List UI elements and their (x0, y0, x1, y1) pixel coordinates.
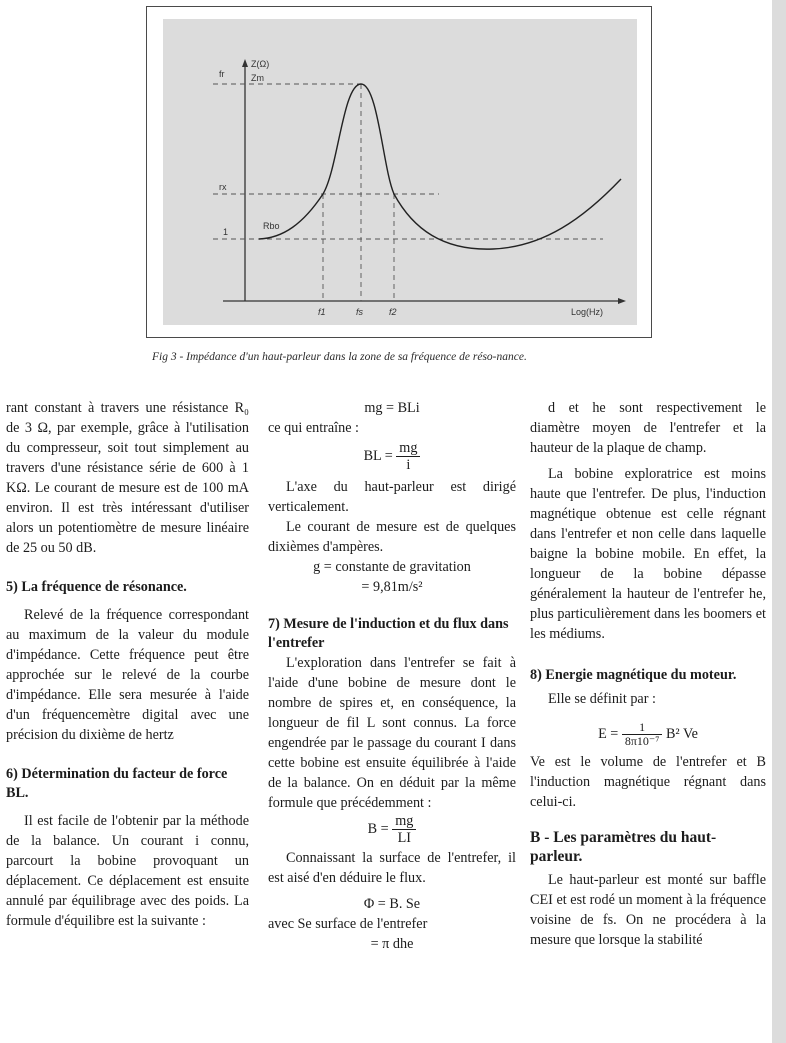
col3-paragraph-3: Ve est le volume de l'entrefer et B l'induction magnétique régnant dans celui-ci. (530, 754, 766, 810)
col2-paragraph-3: L'exploration dans l'entrefer se fait à l'aide d'une bobine de mesure dont le nombre de spires et, en conséquence, la longueur de fil L sont connus. La force engendrée par le passage du courant I dans cette bobine est ensuite équilibrée à l'aide de la balance. On en déduit par la même formule que précédemment : (268, 655, 516, 811)
equation-energy-numerator: 1 (622, 721, 663, 735)
equation-b-denominator: LI (397, 830, 411, 846)
page-edge-shadow (772, 0, 786, 1043)
y-axis-arrow (242, 59, 248, 67)
equation-bl (268, 440, 516, 473)
label-one: 1 (223, 227, 229, 237)
col3-paragraph-2: La bobine exploratrice est moins haute que l'entrefer. De plus, l'induction magnétique obtenue est celle régnant dans l'entrefer et non celle dans laquelle baigne la bobine mobile. En effet, la longueur de la bobine dépasse généralement la hauteur de l'entrefer he, plus particulièrement dans les boomers et les médiums. (530, 466, 766, 642)
col3-text-1: Elle se définit par : (548, 691, 656, 707)
col3-paragraph-1: d et he sont respectivement le diamètre moyen de l'entrefer et la hauteur de la plaque de champ. (530, 400, 766, 456)
figure-frame (146, 6, 652, 338)
x-axis-arrow (618, 298, 626, 304)
equation-bl-denominator: i (406, 457, 411, 473)
equation-bl-lhs: BL = (363, 447, 393, 464)
impedance-curve (259, 84, 621, 249)
label-x-axis: Log(Hz) (571, 307, 604, 317)
heading-5: 5) La fréquence de résonance. (6, 579, 187, 595)
column-3 (530, 398, 766, 950)
equation-mg-bli: mg = BLi (364, 400, 420, 416)
equation-b-lhs: B = (367, 820, 389, 837)
col2-text-2: avec Se surface de l'entrefer (268, 916, 428, 932)
equation-bl-numerator: mg (396, 440, 420, 457)
col2-paragraph-1: L'axe du haut-parleur est dirigé verticalement. (268, 479, 516, 515)
equation-surface: = π dhe (370, 936, 414, 952)
label-zmax: Zm (251, 73, 264, 83)
col2-paragraph-2: Le courant de mesure est de quelques dixièmes d'ampères. (268, 519, 516, 555)
equation-bl-fraction (396, 440, 420, 473)
label-fr: fr (219, 69, 225, 79)
impedance-graph (163, 19, 637, 325)
equation-b-fraction (392, 813, 416, 846)
column-2 (268, 398, 516, 954)
heading-b: B - Les paramètres du haut-parleur. (530, 829, 717, 865)
equation-energy-denominator: 8π10⁻⁷ (624, 734, 660, 748)
figure-caption: Fig 3 - Impédance d'un haut-parleur dans la zone de sa fréquence de réso-nance. (152, 351, 527, 363)
label-z-axis: Z(Ω) (251, 59, 270, 69)
heading-7: 7) Mesure de l'induction et du flux dans l'entrefer (268, 616, 509, 651)
label-rbo: Rbo (263, 221, 280, 231)
col1-paragraph-1: rant constant à travers une résistance R₀ de 3 Ω, par exemple, grâce à l'utilisation du compresseur, soit tout simplement au travers d'une résistance série de 600 à 1 KΩ. Le courant de mesure est de 100 mA environ. Il est très intéressant d'utiliser alors un potentiomètre de mesure linéaire de 25 ou 50 dB. (6, 400, 249, 556)
equation-energy (530, 721, 766, 748)
equation-energy-rhs: B² Ve (665, 725, 698, 742)
col1-paragraph-2: Relevé de la fréquence correspondant au maximum de la valeur du module d'impédance. Cette fréquence peut être approchée sur le relevé de la courbe d'impédance. Elle sera mesurée à l'aide d'un fréquencemètre digital avec une précision du dixième de hertz (6, 607, 249, 743)
equation-energy-fraction (622, 721, 663, 748)
gravity-definition: g = constante de gravitation (313, 559, 471, 575)
equation-flux: Φ = B. Se (363, 896, 421, 912)
heading-8: 8) Energie magnétique du moteur. (530, 667, 737, 683)
equation-b (268, 813, 516, 846)
label-f2: f2 (389, 307, 397, 317)
heading-6: 6) Détermination du facteur de force BL. (6, 766, 228, 801)
equation-energy-lhs: E = (598, 725, 619, 742)
label-fs: fs (356, 307, 364, 317)
col1-paragraph-3: Il est facile de l'obtenir par la méthode de la balance. Un courant i connu, parcourt la bobine provoquant un déplacement. Ce déplacement est ensuite annulé par équilibrage avec des poids. La formule d'équilibre est la suivante : (6, 813, 249, 929)
equation-b-numerator: mg (392, 813, 416, 830)
col2-paragraph-4: Connaissant la surface de l'entrefer, il est aisé d'en déduire le flux. (268, 850, 516, 886)
gravity-value: = 9,81m/s² (361, 579, 423, 595)
label-rx: rx (219, 182, 227, 192)
impedance-figure (163, 19, 637, 325)
label-f1: f1 (318, 307, 326, 317)
col2-text-1: ce qui entraîne : (268, 420, 359, 436)
col3-paragraph-4: Le haut-parleur est monté sur baffle CEI et est rodé un moment à la fréquence voisine de fs. On ne procédera à la mesure que lorsque la stabilité (530, 872, 766, 948)
column-1 (6, 398, 249, 931)
